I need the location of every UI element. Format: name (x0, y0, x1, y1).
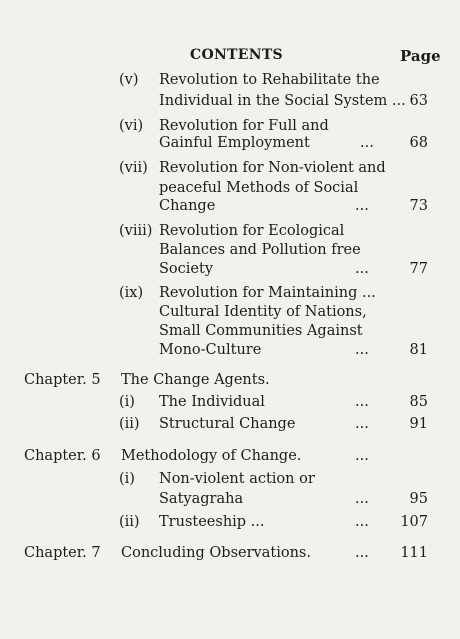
entry-roman: (vii) (119, 160, 148, 176)
entry-line: Satyagraha (159, 491, 244, 507)
page-number: 107 (400, 514, 428, 530)
entry-roman: (i) (119, 471, 135, 487)
leader-dots: ... (355, 448, 369, 464)
contents-heading: CONTENTS (190, 47, 283, 63)
entry-line: Trusteeship ... (159, 514, 265, 530)
entry-roman: (vi) (119, 118, 144, 134)
entry-roman: (viii) (119, 223, 153, 239)
entry-line: Mono-Culture (159, 342, 262, 358)
chapter-label: Chapter. 7 (24, 545, 101, 561)
entry-line: Change (159, 198, 216, 214)
leader-dots: ... (360, 135, 374, 151)
entry-line: Cultural Identity of Nations, (159, 304, 367, 320)
page-number: 85 (409, 394, 428, 410)
page-column-heading: Page (400, 47, 441, 65)
chapter-title: Methodology of Change. (121, 448, 302, 464)
entry-line: Structural Change (159, 416, 296, 432)
entry-roman: (i) (119, 394, 135, 410)
entry-line: Gainful Employment (159, 135, 310, 151)
entry-line: Small Communities Against (159, 323, 363, 339)
entry-line: Revolution for Full and (159, 118, 329, 134)
chapter-label: Chapter. 6 (24, 448, 101, 464)
leader-dots: ... (355, 514, 369, 530)
leader-dots: ... (355, 342, 369, 358)
chapter-label: Chapter. 5 (24, 372, 101, 388)
page-number: 63 (409, 93, 428, 109)
leader-dots: ... (355, 545, 369, 561)
entry-line: Revolution to Rehabilitate the (159, 72, 380, 88)
entry-line: peaceful Methods of Social (159, 180, 359, 196)
entry-roman: (v) (119, 72, 139, 88)
entry-line: The Individual (159, 394, 265, 410)
page-number: 81 (409, 342, 428, 358)
leader-dots: ... (355, 394, 369, 410)
leader-dots: ... (355, 491, 369, 507)
leader-dots: ... (355, 198, 369, 214)
chapter-title: Concluding Observations. (121, 545, 311, 561)
entry-line: Individual in the Social System ... (159, 93, 406, 109)
entry-line: Balances and Pollution free (159, 242, 361, 258)
entry-roman: (ii) (119, 514, 140, 530)
page-number: 68 (409, 135, 428, 151)
chapter-title: The Change Agents. (121, 372, 270, 388)
page-number: 95 (409, 491, 428, 507)
page-number: 73 (409, 198, 428, 214)
entry-roman: (ix) (119, 285, 144, 301)
leader-dots: ... (355, 261, 369, 277)
page-number: 91 (409, 416, 428, 432)
entry-line: Revolution for Maintaining ... (159, 285, 376, 301)
entry-line: Non-violent action or (159, 471, 315, 487)
leader-dots: ... (355, 416, 369, 432)
entry-line: Society (159, 261, 214, 277)
entry-roman: (ii) (119, 416, 140, 432)
page-number: 111 (400, 545, 428, 561)
entry-line: Revolution for Non-violent and (159, 160, 386, 176)
page-number: 77 (409, 261, 428, 277)
entry-line: Revolution for Ecological (159, 223, 345, 239)
